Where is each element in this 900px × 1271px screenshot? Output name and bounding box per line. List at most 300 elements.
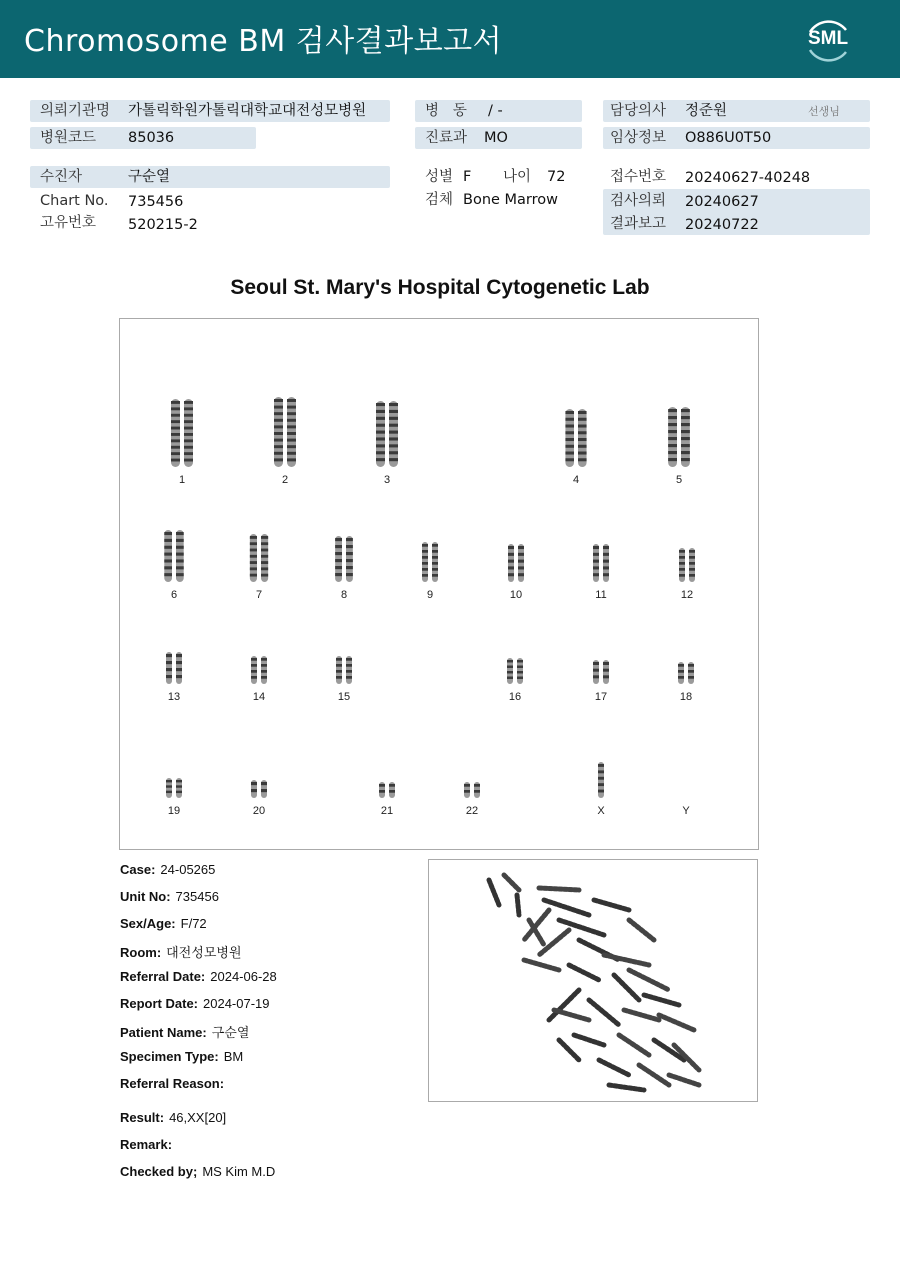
band bbox=[598, 790, 604, 793]
chromosome-pair-20 bbox=[239, 779, 279, 799]
band bbox=[668, 430, 677, 433]
band bbox=[250, 561, 257, 564]
metaphase-chromosome bbox=[524, 960, 559, 970]
unit-value: 735456 bbox=[175, 889, 219, 904]
chromosome-label-1: 1 bbox=[178, 474, 186, 486]
band bbox=[287, 439, 296, 442]
chromosome-pair-14 bbox=[239, 655, 279, 685]
chromosome-label-11: 11 bbox=[595, 589, 607, 601]
chromosome-label-22: 22 bbox=[465, 805, 479, 817]
band bbox=[603, 662, 609, 665]
band bbox=[678, 676, 684, 679]
band bbox=[335, 538, 342, 541]
institution-value: 가톨릭학원가톨릭대학교대전성모병원 bbox=[128, 103, 367, 119]
band bbox=[681, 409, 690, 412]
band bbox=[346, 676, 352, 679]
band bbox=[251, 782, 257, 785]
band bbox=[287, 412, 296, 415]
karyotype-panel bbox=[119, 318, 759, 850]
chromosome-pair-16 bbox=[495, 657, 535, 685]
band bbox=[287, 425, 296, 428]
referral-reason-line bbox=[120, 1076, 229, 1091]
band bbox=[679, 550, 685, 553]
chromosome-pair-8 bbox=[324, 535, 364, 583]
referral-date-label: Referral Date: bbox=[120, 969, 206, 984]
band bbox=[376, 458, 385, 461]
band bbox=[603, 546, 609, 549]
patient-name-value: 구순열 bbox=[211, 1025, 250, 1040]
chromosome-label-12: 12 bbox=[680, 589, 694, 601]
metaphase-chromosome bbox=[574, 1035, 604, 1045]
band bbox=[565, 458, 574, 461]
band bbox=[335, 566, 342, 569]
specimen-type-value: BM bbox=[223, 1049, 244, 1064]
band bbox=[184, 407, 193, 410]
result-label: Result: bbox=[120, 1110, 165, 1125]
band bbox=[335, 545, 342, 548]
band bbox=[171, 401, 180, 404]
sex-label: 성별 bbox=[425, 169, 454, 185]
band bbox=[679, 562, 685, 565]
band bbox=[432, 550, 438, 553]
sexage-line bbox=[120, 916, 207, 931]
band bbox=[603, 560, 609, 563]
band bbox=[593, 669, 599, 672]
metaphase-chromosome bbox=[619, 1035, 649, 1055]
band bbox=[517, 660, 523, 662]
chromosome-pair-X bbox=[581, 761, 621, 799]
metaphase-chromosome bbox=[539, 888, 579, 890]
chromosome-pair-13 bbox=[154, 651, 194, 685]
remark-label: Remark: bbox=[120, 1137, 173, 1152]
band bbox=[250, 567, 257, 570]
band bbox=[578, 425, 587, 428]
band bbox=[474, 784, 480, 787]
chromatid-12-1 bbox=[689, 548, 695, 582]
report-date-value: 2024-07-19 bbox=[203, 996, 270, 1011]
dept-value: MO bbox=[484, 130, 508, 146]
band bbox=[251, 789, 257, 792]
band bbox=[432, 562, 438, 565]
metaphase-image bbox=[428, 859, 758, 1102]
metaphase-chromosome bbox=[589, 1000, 619, 1025]
band bbox=[261, 567, 268, 570]
band bbox=[422, 574, 428, 577]
band bbox=[261, 549, 268, 552]
band bbox=[346, 559, 353, 562]
receipt-label: 접수번호 bbox=[610, 169, 667, 185]
band bbox=[688, 676, 694, 679]
referral-date-line bbox=[120, 969, 277, 984]
band bbox=[565, 445, 574, 448]
chromosome-pair-2 bbox=[265, 396, 305, 468]
band bbox=[689, 574, 695, 577]
band bbox=[287, 458, 296, 461]
unique-label: 고유번호 bbox=[40, 215, 97, 231]
band bbox=[171, 427, 180, 430]
chromosome-label-X: X bbox=[597, 805, 605, 817]
band bbox=[603, 669, 609, 672]
band bbox=[274, 399, 283, 402]
chromosome-label-13: 13 bbox=[167, 691, 181, 703]
band bbox=[565, 431, 574, 434]
band bbox=[171, 452, 180, 455]
band bbox=[166, 791, 172, 793]
hospital-code-label: 병원코드 bbox=[40, 130, 97, 146]
band bbox=[432, 544, 438, 547]
band bbox=[171, 446, 180, 449]
band bbox=[464, 790, 470, 793]
chromosome-label-19: 19 bbox=[167, 805, 181, 817]
band bbox=[336, 658, 342, 661]
chromatid-10-0 bbox=[508, 544, 514, 582]
band bbox=[389, 458, 398, 461]
patient-name-label: Patient Name: bbox=[120, 1025, 207, 1040]
band bbox=[164, 546, 172, 549]
patient-value: 구순열 bbox=[128, 169, 171, 185]
chromosome-label-18: 18 bbox=[679, 691, 693, 703]
band bbox=[389, 424, 398, 427]
band bbox=[389, 451, 398, 454]
band bbox=[176, 661, 182, 664]
chromosome-pair-5 bbox=[659, 406, 699, 468]
band bbox=[287, 406, 296, 409]
band bbox=[681, 451, 690, 454]
band bbox=[603, 553, 609, 556]
band bbox=[184, 433, 193, 436]
metaphase-chromosome bbox=[629, 920, 654, 940]
band bbox=[376, 437, 385, 440]
band bbox=[689, 550, 695, 553]
chromosome-label-4: 4 bbox=[572, 474, 580, 486]
band bbox=[668, 416, 677, 419]
chromosome-pair-3 bbox=[367, 400, 407, 468]
band bbox=[287, 445, 296, 448]
band bbox=[689, 568, 695, 571]
patient-label: 수진자 bbox=[40, 169, 83, 185]
band bbox=[681, 444, 690, 447]
doctor-label: 담당의사 bbox=[610, 103, 667, 119]
band bbox=[166, 675, 172, 678]
band bbox=[376, 444, 385, 447]
band bbox=[176, 553, 184, 556]
institution-label: 의뢰기관명 bbox=[40, 103, 111, 119]
chromatid-10-1 bbox=[518, 544, 524, 582]
band bbox=[250, 555, 257, 558]
band bbox=[518, 566, 524, 569]
chart-value: 735456 bbox=[128, 194, 184, 210]
band bbox=[250, 574, 257, 577]
band bbox=[668, 423, 677, 426]
band bbox=[389, 437, 398, 440]
chromosome-pair-15 bbox=[324, 655, 364, 685]
band bbox=[171, 420, 180, 423]
chromosome-pair-4 bbox=[556, 408, 596, 468]
band bbox=[376, 417, 385, 420]
chromosome-pair-7 bbox=[239, 533, 279, 583]
band bbox=[422, 562, 428, 565]
band bbox=[346, 545, 353, 548]
band bbox=[184, 439, 193, 442]
band bbox=[184, 414, 193, 417]
band bbox=[379, 790, 385, 793]
request-label: 검사의뢰 bbox=[610, 193, 667, 209]
band bbox=[335, 573, 342, 576]
band bbox=[389, 444, 398, 447]
band bbox=[598, 770, 604, 773]
band bbox=[176, 675, 182, 678]
band bbox=[261, 561, 268, 564]
ward-label: 병 동 bbox=[425, 103, 467, 119]
band bbox=[681, 458, 690, 461]
band bbox=[171, 414, 180, 417]
band bbox=[678, 664, 684, 667]
band bbox=[274, 458, 283, 461]
band bbox=[681, 416, 690, 419]
chromosome-pair-21 bbox=[367, 781, 407, 799]
band bbox=[518, 546, 524, 549]
band bbox=[688, 664, 694, 667]
band bbox=[517, 666, 523, 668]
band bbox=[171, 459, 180, 462]
room-label: Room: bbox=[120, 945, 162, 960]
band bbox=[432, 574, 438, 577]
metaphase-chromosome bbox=[629, 970, 669, 990]
band bbox=[250, 536, 257, 539]
band bbox=[681, 430, 690, 433]
band bbox=[422, 550, 428, 553]
band bbox=[274, 439, 283, 442]
band bbox=[603, 573, 609, 576]
band bbox=[184, 452, 193, 455]
band bbox=[346, 664, 352, 667]
receipt-value: 20240627-40248 bbox=[685, 170, 811, 186]
checked-label: Checked by; bbox=[120, 1164, 198, 1179]
band bbox=[166, 661, 172, 664]
chromosome-label-2: 2 bbox=[281, 474, 289, 486]
band bbox=[376, 403, 385, 406]
result-line bbox=[120, 1110, 226, 1125]
band bbox=[668, 437, 677, 440]
chromosome-pair-1 bbox=[162, 398, 202, 468]
band bbox=[565, 438, 574, 441]
room-line bbox=[120, 942, 242, 961]
chromatid-12-0 bbox=[679, 548, 685, 582]
chromatid-X-0 bbox=[598, 762, 604, 798]
band bbox=[389, 403, 398, 406]
band bbox=[389, 431, 398, 434]
report-label: 결과보고 bbox=[610, 216, 667, 232]
chromosome-label-5: 5 bbox=[675, 474, 683, 486]
band bbox=[679, 556, 685, 559]
checked-line bbox=[120, 1164, 275, 1179]
band bbox=[517, 671, 523, 673]
report-date-line bbox=[120, 996, 270, 1011]
band bbox=[261, 536, 268, 539]
band bbox=[508, 566, 514, 569]
band bbox=[593, 560, 599, 563]
band bbox=[164, 559, 172, 562]
band bbox=[507, 671, 513, 673]
doctor-value: 정준원 bbox=[685, 103, 728, 119]
band bbox=[176, 573, 184, 576]
band bbox=[250, 542, 257, 545]
band bbox=[376, 431, 385, 434]
band bbox=[164, 553, 172, 556]
band bbox=[565, 411, 574, 414]
band bbox=[261, 664, 267, 667]
metaphase-chromosome bbox=[639, 1065, 669, 1085]
band bbox=[166, 785, 172, 787]
patient-bar bbox=[30, 166, 390, 188]
band bbox=[287, 452, 296, 455]
band bbox=[668, 451, 677, 454]
sex-value: F bbox=[463, 169, 472, 185]
chromosome-label-15: 15 bbox=[337, 691, 351, 703]
band bbox=[251, 676, 257, 679]
metaphase-chromosome bbox=[544, 900, 589, 915]
band bbox=[518, 553, 524, 556]
metaphase-chromosome bbox=[489, 880, 499, 905]
band bbox=[578, 452, 587, 455]
band bbox=[184, 401, 193, 404]
chromosome-pair-17 bbox=[581, 659, 621, 685]
case-line bbox=[120, 862, 215, 877]
band bbox=[422, 568, 428, 571]
band bbox=[261, 782, 267, 785]
band bbox=[578, 445, 587, 448]
band bbox=[689, 562, 695, 565]
chromosome-pair-12 bbox=[667, 547, 707, 583]
band bbox=[164, 539, 172, 542]
band bbox=[593, 553, 599, 556]
unit-label: Unit No: bbox=[120, 889, 171, 904]
band bbox=[176, 566, 184, 569]
chromosome-label-16: 16 bbox=[508, 691, 522, 703]
request-value: 20240627 bbox=[685, 194, 759, 210]
chromosome-label-14: 14 bbox=[252, 691, 266, 703]
metaphase-chromosome bbox=[569, 965, 599, 980]
band bbox=[176, 791, 182, 793]
result-value: 46,XX[20] bbox=[169, 1110, 227, 1125]
age-value: 72 bbox=[547, 169, 566, 185]
band bbox=[389, 784, 395, 787]
band bbox=[287, 419, 296, 422]
sexage-value: F/72 bbox=[180, 916, 207, 931]
band bbox=[261, 658, 267, 661]
band bbox=[578, 411, 587, 414]
band bbox=[507, 677, 513, 679]
clinical-label: 임상정보 bbox=[610, 130, 667, 146]
band bbox=[335, 552, 342, 555]
band bbox=[164, 532, 172, 535]
band bbox=[287, 399, 296, 402]
band bbox=[166, 780, 172, 782]
band bbox=[274, 445, 283, 448]
metaphase-chromosome bbox=[609, 1085, 644, 1090]
report-date-label: Report Date: bbox=[120, 996, 199, 1011]
metaphase-chromosome bbox=[594, 900, 629, 910]
band bbox=[261, 676, 267, 679]
metaphase-chromosome bbox=[659, 1015, 694, 1030]
chromosome-label-Y: Y bbox=[682, 805, 690, 817]
band bbox=[164, 566, 172, 569]
ward-value: / - bbox=[488, 103, 503, 119]
band bbox=[261, 670, 267, 673]
band bbox=[593, 546, 599, 549]
band bbox=[184, 420, 193, 423]
case-value: 24-05265 bbox=[160, 862, 216, 877]
chromosome-label-6: 6 bbox=[170, 589, 178, 601]
band bbox=[578, 431, 587, 434]
band bbox=[176, 654, 182, 657]
band bbox=[184, 446, 193, 449]
band bbox=[593, 566, 599, 569]
band bbox=[171, 439, 180, 442]
band bbox=[432, 568, 438, 571]
age-label: 나이 bbox=[503, 169, 532, 185]
specimen-label: 검체 bbox=[425, 192, 454, 208]
chromatid-11-0 bbox=[593, 544, 599, 582]
band bbox=[508, 546, 514, 549]
band bbox=[346, 658, 352, 661]
chromosome-label-7: 7 bbox=[255, 589, 263, 601]
band bbox=[336, 664, 342, 667]
band bbox=[679, 574, 685, 577]
band bbox=[336, 670, 342, 673]
metaphase-chromosome bbox=[669, 1075, 699, 1085]
band bbox=[565, 425, 574, 428]
band bbox=[389, 790, 395, 793]
unique-value: 520215-2 bbox=[128, 217, 198, 233]
chart-label: Chart No. bbox=[40, 193, 109, 209]
band bbox=[164, 573, 172, 576]
specimen-value: Bone Marrow bbox=[463, 192, 559, 208]
clinical-value: O886U0T50 bbox=[685, 130, 772, 146]
chromosome-label-10: 10 bbox=[509, 589, 523, 601]
band bbox=[517, 677, 523, 679]
sexage-label: Sex/Age: bbox=[120, 916, 176, 931]
band bbox=[507, 666, 513, 668]
band bbox=[508, 560, 514, 563]
sml-logo bbox=[800, 12, 856, 68]
band bbox=[464, 784, 470, 787]
band bbox=[166, 654, 172, 657]
band bbox=[376, 424, 385, 427]
patient-name-line bbox=[120, 1022, 249, 1041]
chromosome-label-8: 8 bbox=[340, 589, 348, 601]
band bbox=[335, 559, 342, 562]
band bbox=[688, 670, 694, 673]
specimen-type-label: Specimen Type: bbox=[120, 1049, 219, 1064]
unit-line bbox=[120, 889, 219, 904]
band bbox=[578, 458, 587, 461]
doctor-suffix: 선생님 bbox=[808, 105, 840, 118]
band bbox=[679, 568, 685, 571]
band bbox=[668, 444, 677, 447]
band bbox=[261, 574, 268, 577]
band bbox=[603, 566, 609, 569]
referral-reason-label: Referral Reason: bbox=[120, 1076, 225, 1091]
band bbox=[346, 573, 353, 576]
band bbox=[251, 664, 257, 667]
band bbox=[508, 553, 514, 556]
band bbox=[422, 544, 428, 547]
band bbox=[668, 458, 677, 461]
band bbox=[681, 437, 690, 440]
band bbox=[598, 783, 604, 786]
band bbox=[681, 423, 690, 426]
